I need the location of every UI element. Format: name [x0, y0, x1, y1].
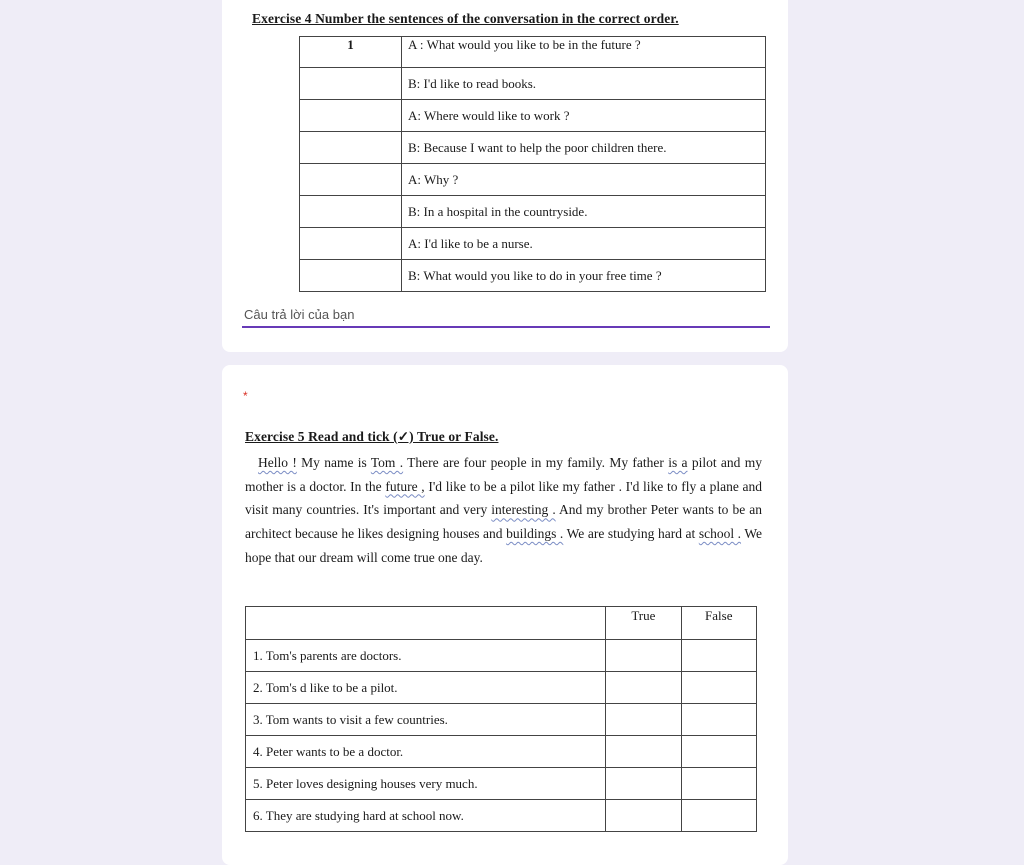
false-tick-cell[interactable] [681, 736, 756, 768]
statement-cell: 5. Peter loves designing houses very much. [246, 768, 606, 800]
sentence-cell: B: Because I want to help the poor children there. [402, 132, 766, 164]
sentence-text: Where would like to work ? [424, 107, 570, 123]
exercise-5-title: Exercise 5 Read and tick (✓) True or False. [245, 429, 499, 444]
speaker-label: A [408, 107, 418, 123]
true-tick-cell[interactable] [606, 672, 681, 704]
false-tick-cell[interactable] [681, 800, 756, 832]
order-number-cell[interactable] [300, 164, 402, 196]
true-tick-cell[interactable] [606, 736, 681, 768]
conversation-order-table [299, 36, 766, 292]
order-number-cell[interactable] [300, 228, 402, 260]
sentence-cell: A: Why ? [402, 164, 766, 196]
table-row [300, 37, 766, 68]
reading-passage: Hello ! My name is Tom . There are four people in my family. My father is a pilot and my mother is a doctor. In the future , I'd like to be a pilot like my father . I'd like to fly a plane and visit many countries. It's important and very interesting . And my brother Peter wants to be an architect because he likes designing houses and buildings . We are studying hard at school . We hope that our dream will come true one day. [245, 455, 763, 565]
speaker-label: B [408, 75, 417, 91]
sentence-text: What would you like to be in the future ? [426, 37, 641, 52]
order-number-cell[interactable] [300, 68, 402, 100]
sentence-cell: A: Where would like to work ? [402, 100, 766, 132]
sentence-cell: B: What would you like to do in your free time ? [402, 260, 766, 292]
sentence-text: What would you like to do in your free time ? [423, 267, 662, 283]
table-row [300, 196, 766, 228]
true-tick-cell[interactable] [606, 800, 681, 832]
false-header: False [681, 607, 756, 640]
table-row [300, 260, 766, 292]
answer-input[interactable] [242, 302, 770, 328]
speaker-label: B [408, 203, 417, 219]
statement-cell: 2. Tom's d like to be a pilot. [246, 672, 606, 704]
true-false-table [245, 606, 757, 832]
exercise-4-card [222, 0, 788, 352]
false-tick-cell[interactable] [681, 704, 756, 736]
table-row [300, 132, 766, 164]
sentence-text: In a hospital in the countryside. [423, 203, 588, 219]
sentence-text: Why ? [424, 171, 459, 187]
table-row [246, 640, 757, 672]
sentence-text: Because I want to help the poor children there. [423, 139, 667, 155]
statement-cell: 4. Peter wants to be a doctor. [246, 736, 606, 768]
table-row [300, 100, 766, 132]
sentence-text: I'd like to be a nurse. [424, 235, 533, 251]
table-row [300, 68, 766, 100]
table-row [246, 800, 757, 832]
false-tick-cell[interactable] [681, 768, 756, 800]
table-row [246, 704, 757, 736]
sentence-cell: A : What would you like to be in the future ? [402, 37, 766, 68]
true-tick-cell[interactable] [606, 768, 681, 800]
table-header-row [246, 607, 757, 640]
true-header: True [606, 607, 681, 640]
order-number-cell[interactable]: 1 [300, 37, 402, 68]
table-row [300, 164, 766, 196]
false-tick-cell[interactable] [681, 672, 756, 704]
speaker-label: A [408, 235, 418, 251]
false-tick-cell[interactable] [681, 640, 756, 672]
order-number-cell[interactable] [300, 100, 402, 132]
table-row [246, 736, 757, 768]
table-row [300, 228, 766, 260]
required-asterisk: * [243, 389, 248, 403]
sentence-text: I'd like to read books. [423, 75, 537, 91]
exercise-5-card [222, 365, 788, 865]
table-row [246, 672, 757, 704]
speaker-label: B [408, 267, 417, 283]
true-tick-cell[interactable] [606, 704, 681, 736]
order-number-cell[interactable] [300, 132, 402, 164]
speaker-label: B [408, 139, 417, 155]
speaker-label: A [408, 171, 418, 187]
statement-cell: 6. They are studying hard at school now. [246, 800, 606, 832]
true-tick-cell[interactable] [606, 640, 681, 672]
order-number-cell[interactable] [300, 196, 402, 228]
statement-cell: 3. Tom wants to visit a few countries. [246, 704, 606, 736]
sentence-cell: B: I'd like to read books. [402, 68, 766, 100]
sentence-cell: B: In a hospital in the countryside. [402, 196, 766, 228]
speaker-label: A [408, 37, 417, 52]
statement-cell: 1. Tom's parents are doctors. [246, 640, 606, 672]
order-number-cell[interactable] [300, 260, 402, 292]
sentence-cell: A: I'd like to be a nurse. [402, 228, 766, 260]
table-row [246, 768, 757, 800]
statement-header [246, 607, 606, 640]
exercise-4-title: Exercise 4 Number the sentences of the conversation in the correct order. [252, 11, 679, 26]
